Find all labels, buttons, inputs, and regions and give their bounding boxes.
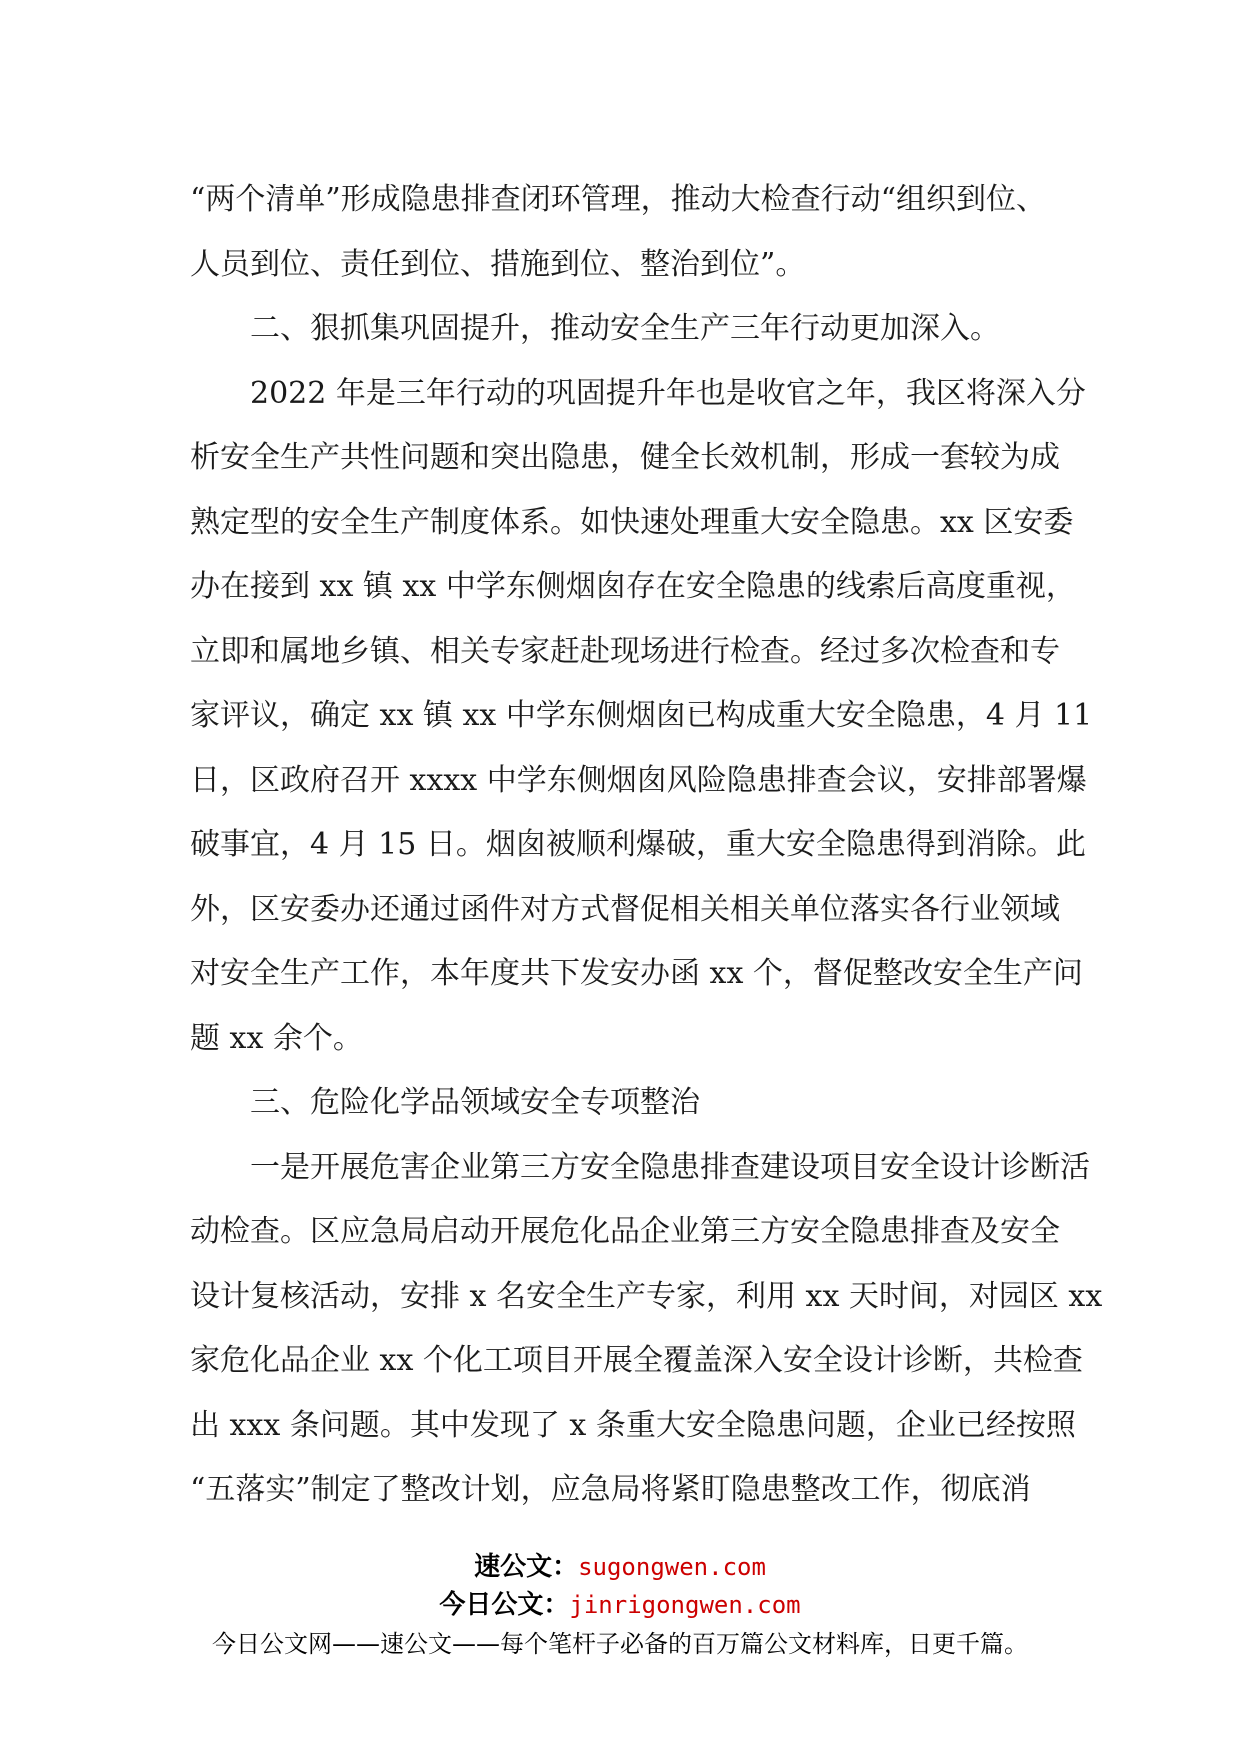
footer-slogan: 今日公文网——速公文——每个笔杆子必备的百万篇公文材料库，日更千篇。 <box>212 1630 1028 1658</box>
body-line-12: 外，区安委办还通过函件对方式督促相关相关单位落实各行业领域 <box>190 891 1060 927</box>
watermark-footer <box>0 1548 1240 1664</box>
body-line-2: 人员到位、责任到位、措施到位、整治到位”。 <box>190 246 806 282</box>
body-line-21: “五落实”制定了整改计划，应急局将紧盯隐患整改工作，彻底消 <box>190 1472 1031 1507</box>
body-line-10: 日，区政府召开 xxxx 中学东侧烟囱风险隐患排查会议，安排部署爆 <box>190 762 1087 798</box>
body-line-17: 动检查。区应急局启动开展危化品企业第三方安全隐患排查及安全 <box>190 1214 1060 1249</box>
body-line-8: 立即和属地乡镇、相关专家赶赴现场进行检查。经过多次检查和专 <box>190 633 1060 669</box>
body-line-7: 办在接到 xx 镇 xx 中学东侧烟囱存在安全隐患的线索后高度重视， <box>190 569 1076 604</box>
body-line-6: 熟定型的安全生产制度体系。如快速处理重大安全隐患。xx 区安委 <box>190 504 1074 540</box>
footer-site-1 <box>0 1548 1240 1586</box>
body-line-5: 析安全生产共性问题和突出隐患，健全长效机制，形成一套较为成 <box>190 440 1060 475</box>
body-line-14: 题 xx 余个。 <box>190 1020 363 1056</box>
section-heading-3: 三、危险化学品领域安全专项整治 <box>250 1085 700 1120</box>
footer-site-1-label: 速公文： <box>474 1552 579 1582</box>
body-line-11: 破事宜，4 月 15 日。烟囱被顺利爆破，重大安全隐患得到消除。此 <box>190 827 1086 862</box>
body-line-9: 家评议，确定 xx 镇 xx 中学东侧烟囱已构成重大安全隐患，4 月 11 <box>190 698 1093 733</box>
body-line-1: “两个清单”形成隐患排查闭环管理，推动大检查行动“组织到位、 <box>190 182 1047 217</box>
body-line-13: 对安全生产工作，本年度共下发安办函 xx 个，督促整改安全生产问 <box>190 956 1083 991</box>
body-line-4: 2022 年是三年行动的巩固提升年也是收官之年，我区将深入分 <box>250 375 1086 411</box>
footer-site-2 <box>0 1586 1240 1624</box>
body-line-18: 设计复核活动，安排 x 名安全生产专家，利用 xx 天时间，对园区 xx <box>190 1278 1103 1314</box>
footer-site-2-link[interactable]: jinrigongwen.com <box>569 1591 801 1619</box>
body-line-16: 一是开展危害企业第三方安全隐患排查建设项目安全设计诊断活 <box>250 1149 1090 1185</box>
body-line-19: 家危化品企业 xx 个化工项目开展全覆盖深入安全设计诊断，共检查 <box>190 1343 1083 1378</box>
document-body <box>190 168 1103 1523</box>
section-heading-2: 二、狠抓集巩固提升，推动安全生产三年行动更加深入。 <box>250 311 1000 346</box>
body-line-20: 出 xxx 条问题。其中发现了 x 条重大安全隐患问题，企业已经按照 <box>190 1407 1076 1443</box>
footer-site-1-link[interactable]: sugongwen.com <box>578 1553 766 1581</box>
footer-site-2-label: 今日公文： <box>439 1590 570 1620</box>
